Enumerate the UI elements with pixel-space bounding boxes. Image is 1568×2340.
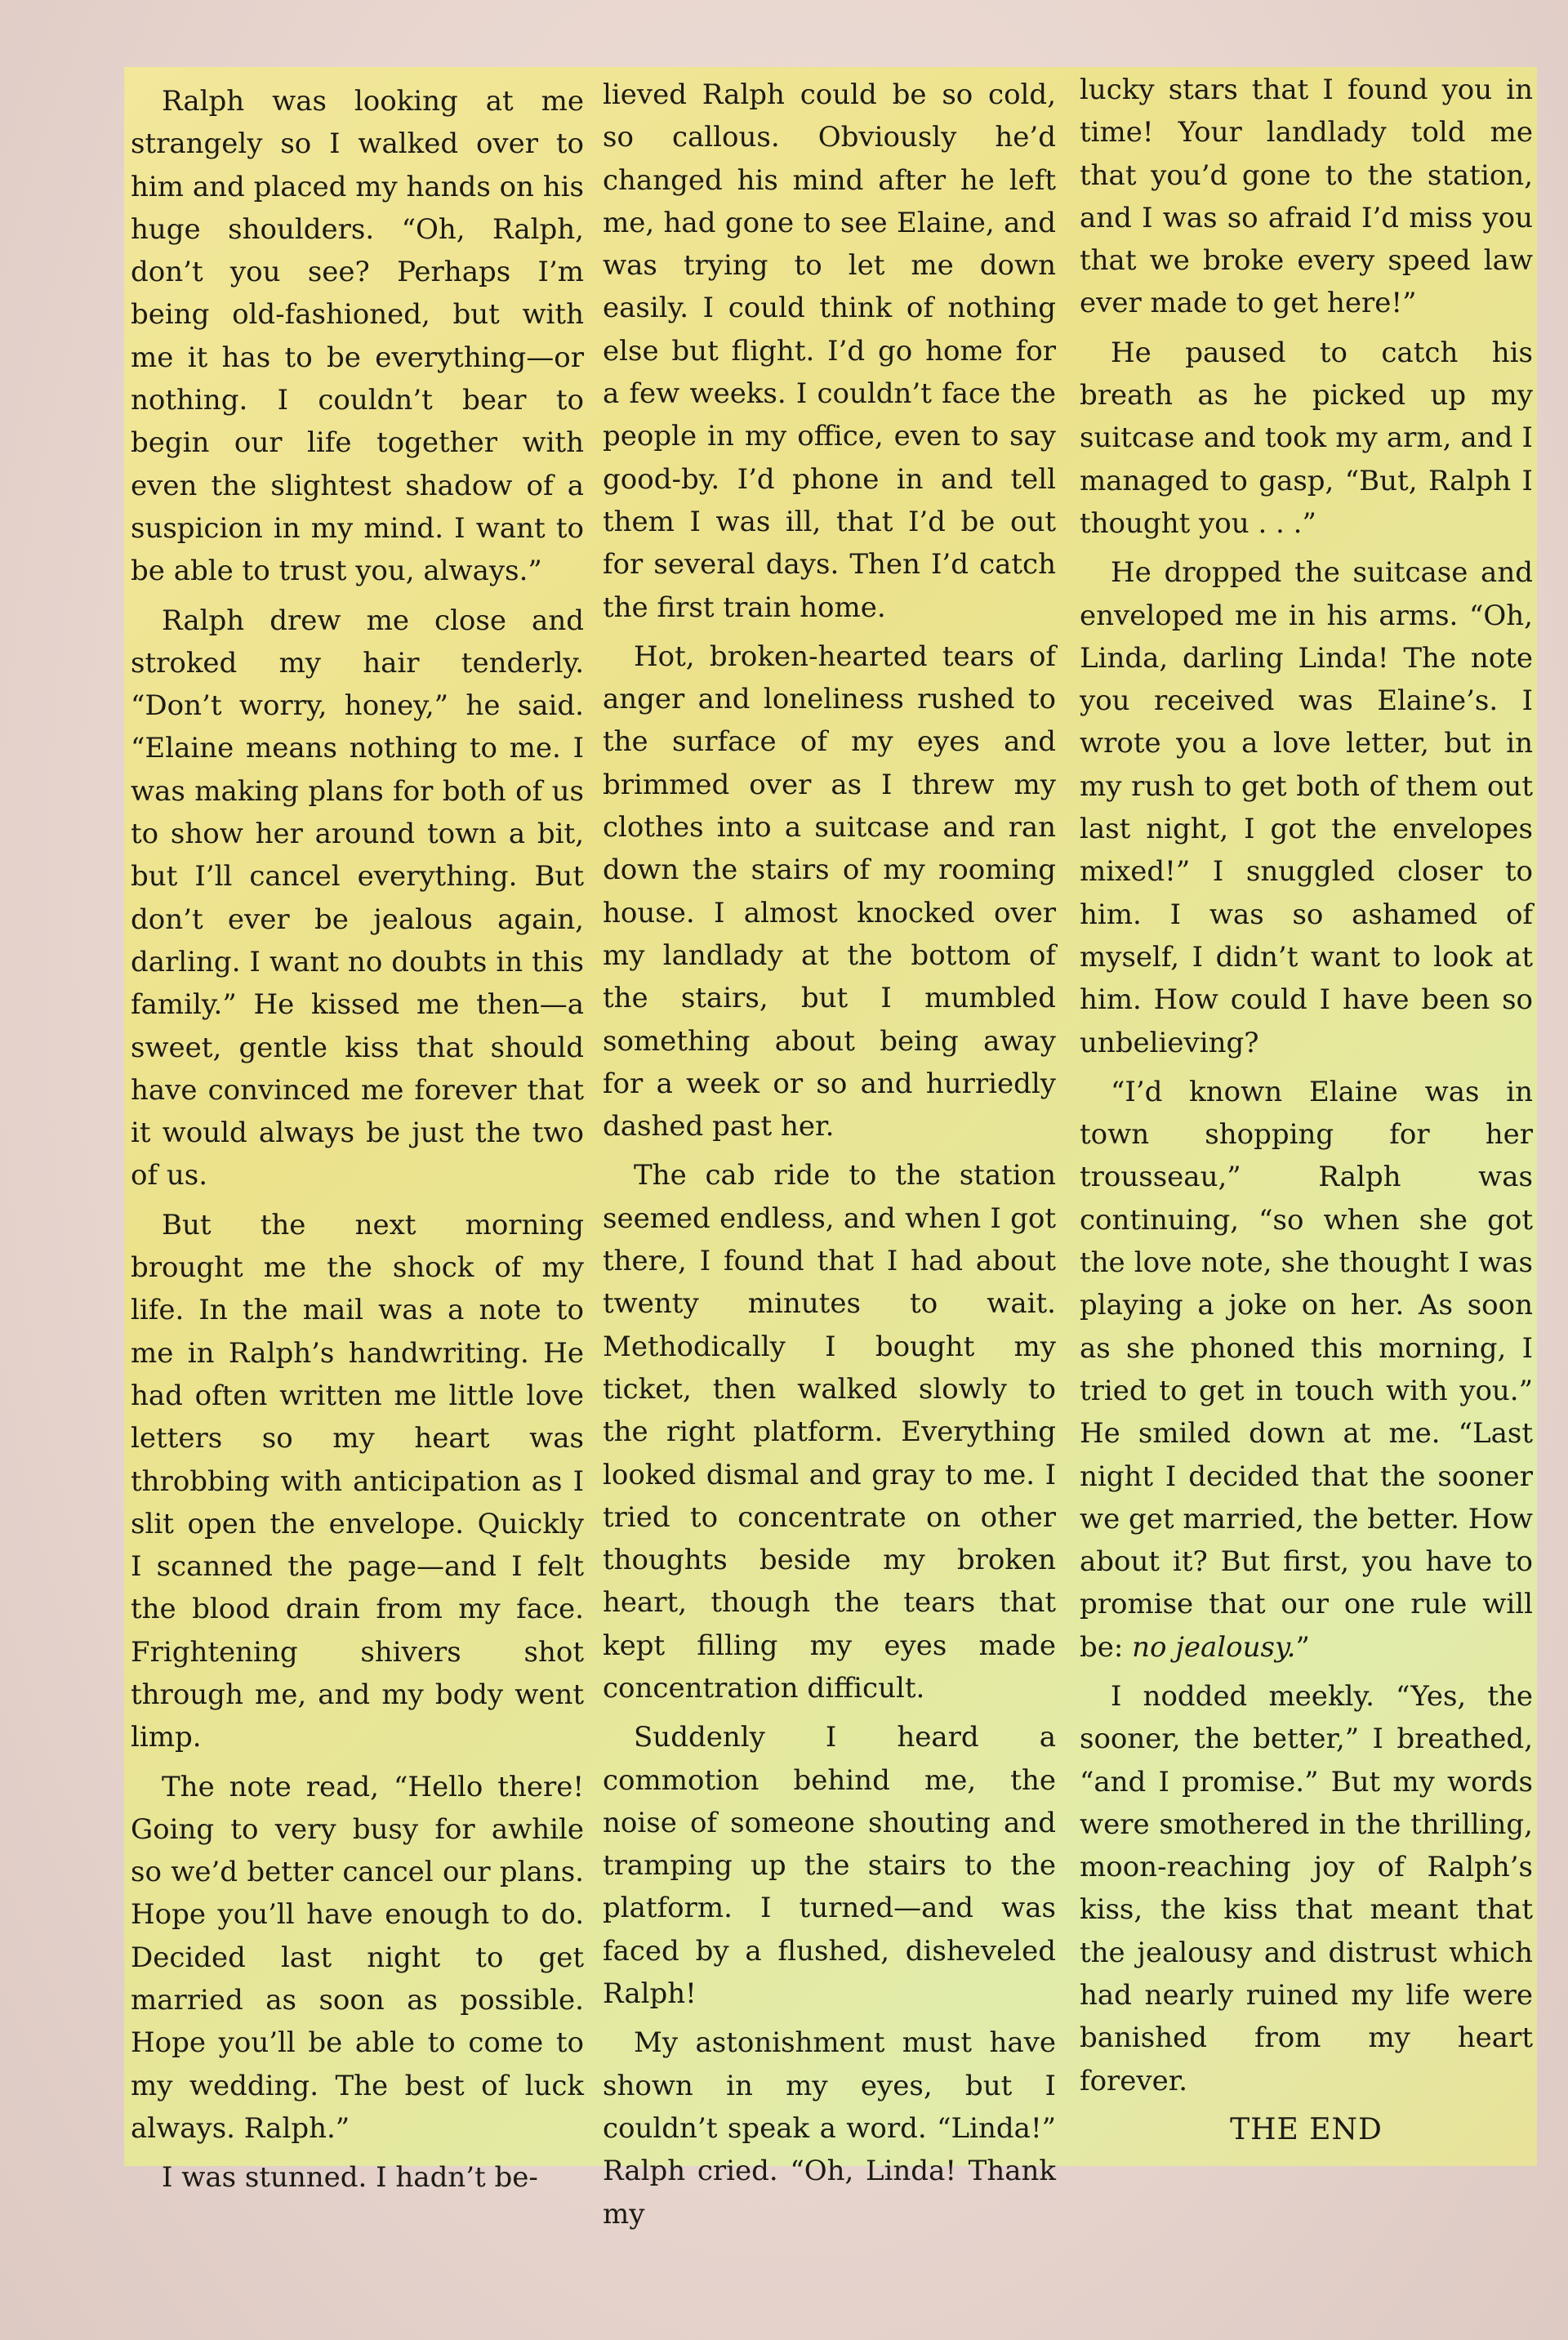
paragraph: He paused to catch his breath as he picked up my suitcase and took my arm, and I managed to gasp, “But, Ralph I thought you . . .” bbox=[1080, 336, 1533, 540]
paragraph-text: “I’d known Elaine was in town shopping for her trousseau,” Ralph was continuing, “so when she got the love note, she thought I was playing a joke on her. As soon as she phoned this morning, I tried to get in touch with you.” He smiled down at me. “Last night I decided that the sooner we get married, the better. How about it? But first, you have to promise that our one rule will be: bbox=[1080, 1075, 1533, 1664]
paragraph bbox=[1080, 1071, 1533, 1669]
story-column-3 bbox=[1080, 69, 1533, 2151]
paragraph: My astonishment must have shown in my eyes, but I couldn’t speak a word. “Linda!” Ralph cried. “Oh, Linda! Thank my bbox=[603, 2026, 1056, 2231]
paragraph: But the next morning brought me the shock of my life. In the mail was a note to me in Ralph’s handwriting. He had often written me little love letters so my heart was throbbing with anticipation as I slit open the envelope. Quickly I scanned the page—and I felt the blood drain from my face. Frightening shivers shot through me, and my body went limp. bbox=[131, 1208, 584, 1754]
paragraph: The cab ride to the station seemed endless, and when I got there, I found that I had about twenty minutes to wait. Methodically I bought my ticket, then walked slowly to the right platform. Everything looked dismal and gray to me. I tried to concentrate on other thoughts beside my broken heart, though the tears that kept filling my eyes made concentration difficult. bbox=[603, 1159, 1056, 1705]
paragraph: The note read, “Hello there! Going to very busy for awhile so we’d better cancel our plans. Hope you’ll have enough to do. Decided last night to get married as soon as possible. Hope you’ll be able to come to my wedding. The best of luck always. Ralph.” bbox=[131, 1770, 584, 2145]
story-column-2 bbox=[603, 74, 1056, 2242]
italic-phrase: no jealousy. bbox=[1132, 1630, 1296, 1664]
paragraph: Ralph was looking at me strangely so I walked over to him and placed my hands on his huge shoulders. “Oh, Ralph, don’t you see? Perhaps I’m being old-fashioned, but with me it has to be everything—or nothing. I couldn’t bear to begin our life together with even the slightest shadow of a suspicion in my mind. I want to be able to trust you, always.” bbox=[131, 85, 584, 588]
closing-quote: ” bbox=[1295, 1630, 1310, 1664]
paragraph: Hot, broken-hearted tears of anger and loneliness rushed to the surface of my eyes and brimmed over as I threw my clothes into a suitcase and ran down the stairs of my rooming house. I almost knocked over my landlady at the bottom of the stairs, but I mumbled something about being away for a week or so and hurriedly dashed past her. bbox=[603, 640, 1056, 1143]
story-column-1 bbox=[131, 80, 584, 2206]
paragraph: He dropped the suitcase and enveloped me in his arms. “Oh, Linda, darling Linda! The note you received was Elaine’s. I wrote you a love letter, but in my rush to get both of them out last night, I got the envelopes mixed!” I snuggled closer to him. I was so ashamed of myself, I didn’t want to look at him. How could I have been so unbelieving? bbox=[1080, 556, 1533, 1059]
paragraph: I was stunned. I hadn’t be- bbox=[162, 2161, 538, 2195]
paragraph-continued: lieved Ralph could be so cold, so callous. Obviously he’d changed his mind after he left me, had gone to see Elaine, and was trying to let me down easily. I could think of nothing else but flight. I’d go home for a few weeks. I couldn’t face the people in my office, even to say good-by. I’d phone in and tell them I was ill, that I’d be out for several days. Then I’d catch the first train home. bbox=[603, 78, 1056, 624]
paragraph: I nodded meekly. “Yes, the sooner, the better,” I breathed, “and I promise.” But my words were smothered in the thrilling, moon-reaching joy of Ralph’s kiss, the kiss that meant that the jealousy and distrust which had nearly ruined my life were banished from my heart forever. bbox=[1080, 1679, 1533, 2097]
paragraph: Suddenly I heard a commotion behind me, the noise of someone shouting and tramping up the stairs to the platform. I turned—and was faced by a flushed, disheveled Ralph! bbox=[603, 1721, 1056, 2011]
paragraph-continued: lucky stars that I found you in time! Your landlady told me that you’d gone to the station, and I was so afraid I’d miss you that we broke every speed law ever made to get here!” bbox=[1080, 74, 1533, 320]
paragraph: Ralph drew me close and stroked my hair tenderly. “Don’t worry, honey,” he said. “Elaine means nothing to me. I was making plans for both of us to show her around town a bit, but I’ll cancel everything. But don’t ever be jealous again, darling. I want no doubts in this family.” He kissed me then—a sweet, gentle kiss that should have convinced me forever that it would always be just the two of us. bbox=[131, 604, 584, 1192]
the-end-label: THE END bbox=[1230, 2112, 1383, 2146]
